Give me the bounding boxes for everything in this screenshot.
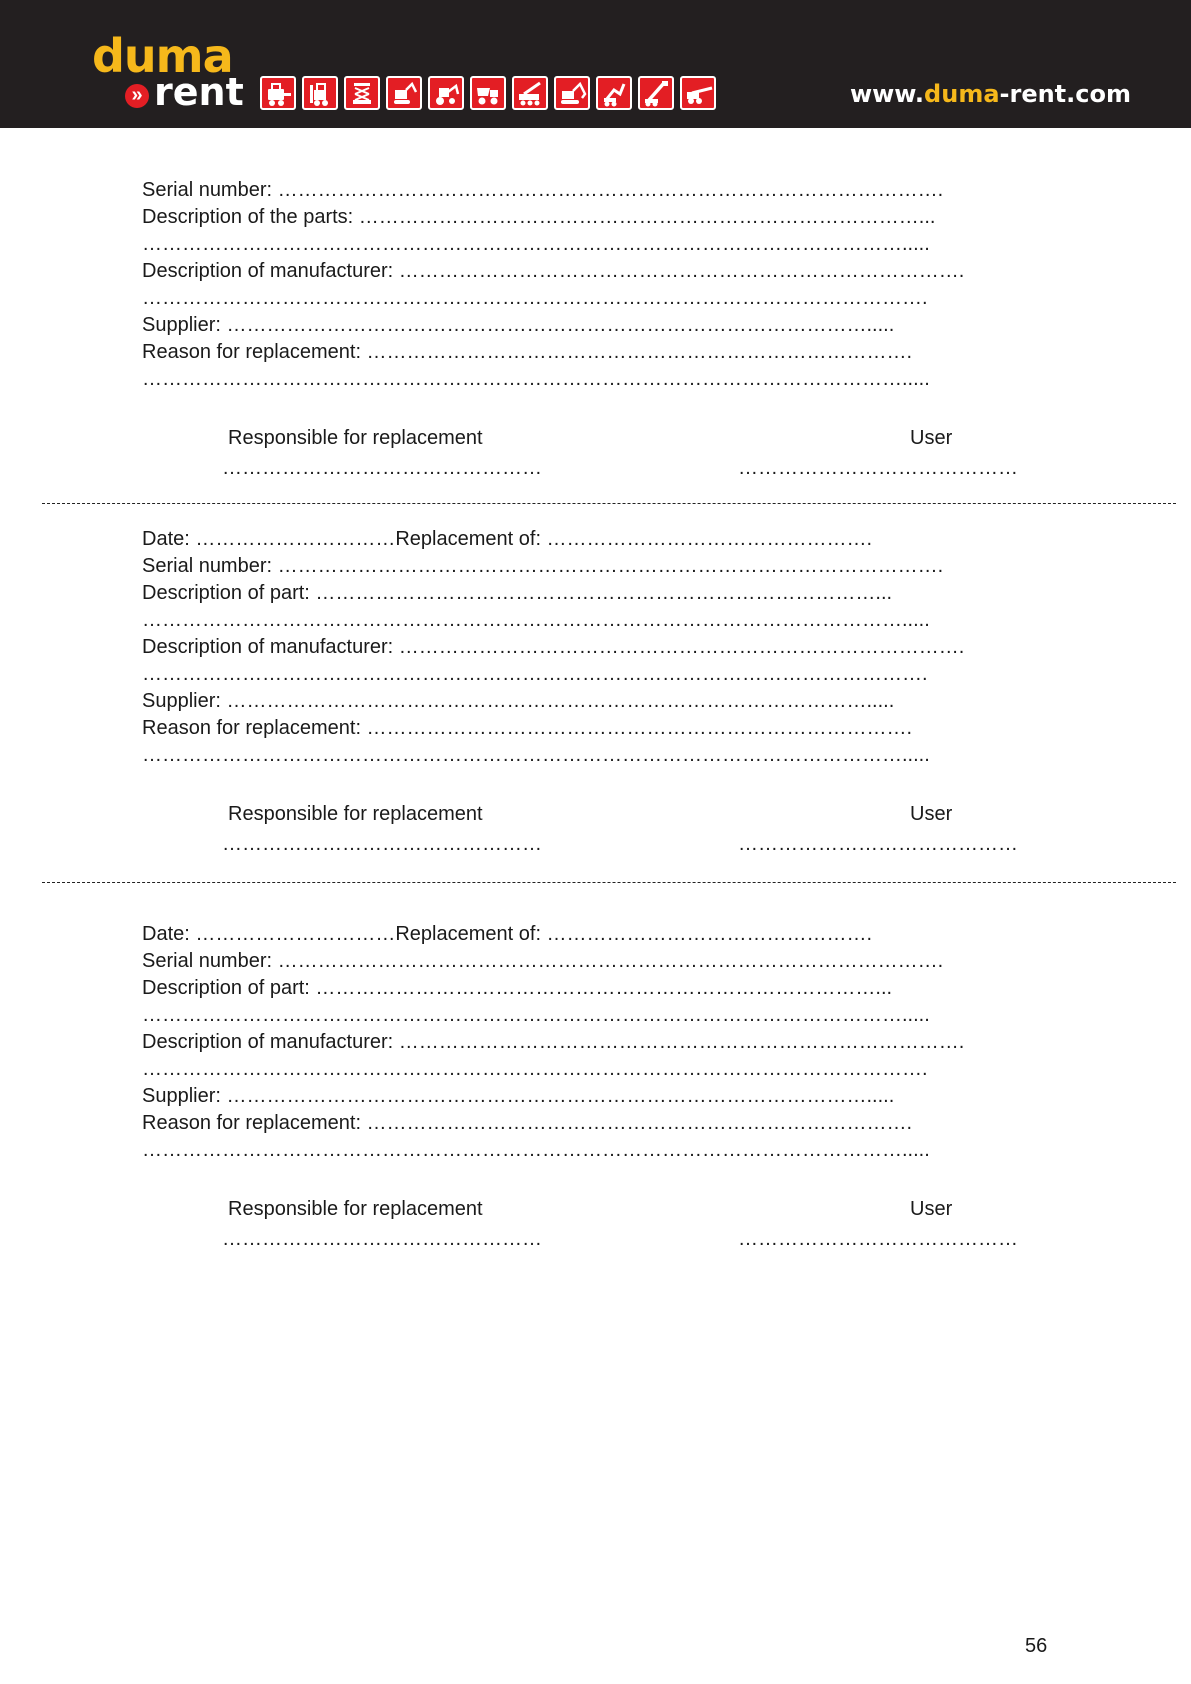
website-brand: duma <box>924 80 1000 108</box>
user-signature-line: …………………………………… <box>738 1228 1018 1250</box>
parts-description-continuation: ……………………………………………………………………………………………………..... <box>142 233 930 255</box>
replacement-reason-field: Reason for replacement: ………………………………………………………………………. <box>142 341 913 363</box>
telehandler-icon <box>680 76 716 110</box>
mini-excavator-icon <box>386 76 422 110</box>
mobile-crane-icon <box>512 76 548 110</box>
page-number: 56 <box>1025 1635 1048 1657</box>
part-description-field: Description of part: …………………………………………………………………………... <box>142 977 893 999</box>
user-signature-line: …………………………………… <box>738 833 1018 855</box>
duma-rent-logo <box>92 29 244 118</box>
manufacturer-field: Description of manufacturer: …………………………………………………………………………. <box>142 260 965 282</box>
serial-number-field: Serial number: ………………………………………………………………………………………. <box>142 179 944 201</box>
page-header <box>0 0 1191 128</box>
user-signature-label: User <box>910 1198 953 1220</box>
backhoe-loader-icon <box>428 76 464 110</box>
replacement-reason-field: Reason for replacement: ………………………………………………………………………. <box>142 717 913 739</box>
logo-word-duma: duma <box>92 29 233 83</box>
manufacturer-continuation: ………………………………………………………………………………………………………. <box>142 1058 928 1080</box>
website-url <box>850 80 1131 108</box>
replacement-reason-continuation: ……………………………………………………………………………………………………..... <box>142 1139 930 1161</box>
part-description-continuation: ……………………………………………………………………………………………………..... <box>142 609 930 631</box>
skid-steer-loader-icon <box>260 76 296 110</box>
date-replacement-field: Date: …………………………Replacement of: …………………………………………. <box>142 923 873 945</box>
articulated-boom-lift-icon <box>596 76 632 110</box>
manufacturer-continuation: ………………………………………………………………………………………………………. <box>142 663 928 685</box>
user-signature-line: …………………………………… <box>738 457 1018 479</box>
part-description-field: Description of part: …………………………………………………………………………... <box>142 582 893 604</box>
logo-word-rent: rent <box>154 70 244 114</box>
date-replacement-field: Date: …………………………Replacement of: …………………………………………. <box>142 528 873 550</box>
supplier-field: Supplier: ……………………………………………………………………………………..... <box>142 690 895 712</box>
section-divider <box>42 503 1176 504</box>
telescopic-boom-lift-icon <box>638 76 674 110</box>
dumper-icon <box>470 76 506 110</box>
responsible-signature-line: ………………………………………… <box>222 833 542 855</box>
responsible-signature-label: Responsible for replacement <box>228 803 483 825</box>
user-signature-label: User <box>910 803 953 825</box>
website-suffix: -rent.com <box>999 80 1131 108</box>
replacement-reason-continuation: ……………………………………………………………………………………………………..... <box>142 744 930 766</box>
manufacturer-continuation: ………………………………………………………………………………………………………. <box>142 287 928 309</box>
user-signature-label: User <box>910 427 953 449</box>
section-divider <box>42 882 1176 883</box>
responsible-signature-line: ………………………………………… <box>222 1228 542 1250</box>
scissor-lift-icon <box>344 76 380 110</box>
part-description-continuation: ……………………………………………………………………………………………………..... <box>142 1004 930 1026</box>
replacement-reason-continuation: ……………………………………………………………………………………………………..... <box>142 368 930 390</box>
responsible-signature-label: Responsible for replacement <box>228 1198 483 1220</box>
machine-icon-strip <box>260 76 720 110</box>
logo-chevron: » <box>125 84 149 108</box>
parts-description-field: Description of the parts: …………………………………………………………………………... <box>142 206 936 228</box>
responsible-signature-label: Responsible for replacement <box>228 427 483 449</box>
serial-number-field: Serial number: ………………………………………………………………………………………. <box>142 555 944 577</box>
website-prefix: www. <box>849 80 925 108</box>
forklift-icon <box>302 76 338 110</box>
manufacturer-field: Description of manufacturer: …………………………………………………………………………. <box>142 1031 965 1053</box>
replacement-reason-field: Reason for replacement: ………………………………………………………………………. <box>142 1112 913 1134</box>
responsible-signature-line: ………………………………………… <box>222 457 542 479</box>
supplier-field: Supplier: ……………………………………………………………………………………..... <box>142 314 895 336</box>
serial-number-field: Serial number: ………………………………………………………………………………………. <box>142 950 944 972</box>
supplier-field: Supplier: ……………………………………………………………………………………..... <box>142 1085 895 1107</box>
manufacturer-field: Description of manufacturer: …………………………………………………………………………. <box>142 636 965 658</box>
excavator-icon <box>554 76 590 110</box>
